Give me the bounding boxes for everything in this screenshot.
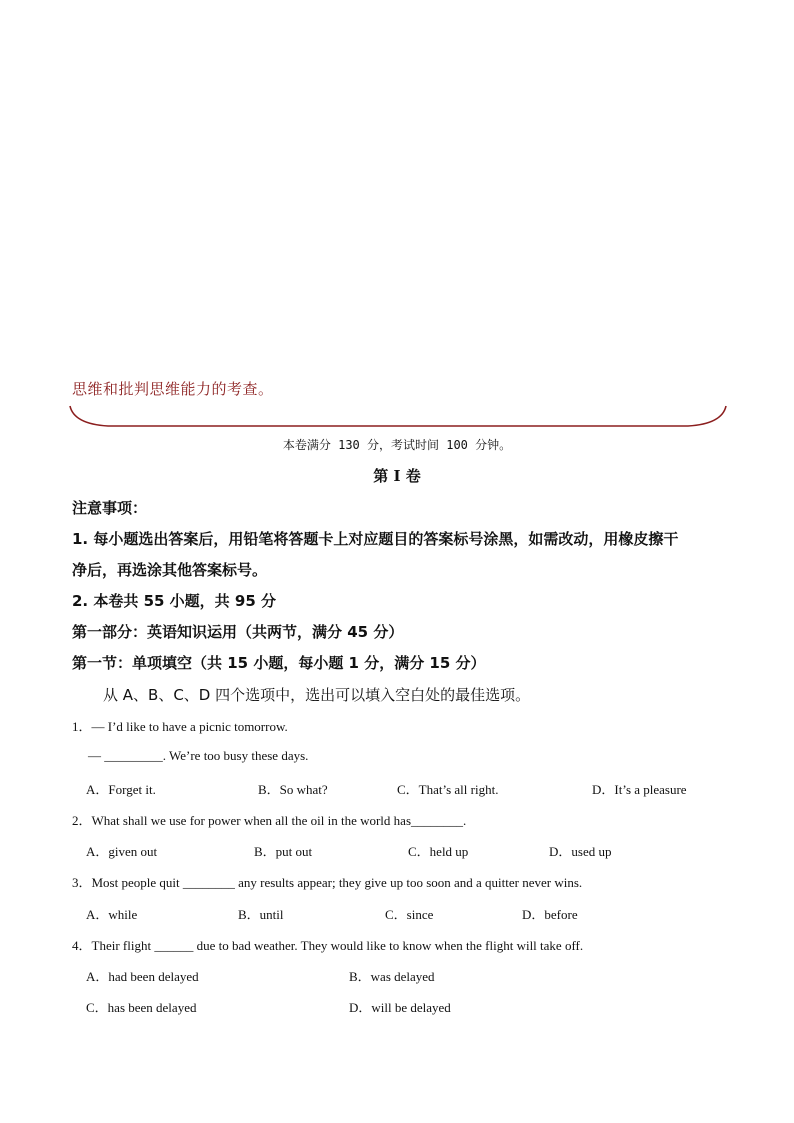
note-item-1-line-2: 净后，再选涂其他答案标号。 [72,561,268,579]
question-4-option-a[interactable]: A．had been delayed [86,969,199,984]
question-1-stem: 1．— I’d like to have a picnic tomorrow. [72,719,288,734]
volume-title: 第 I 卷 [373,467,421,485]
question-2-stem: 2．What shall we use for power when all the oil in the world has________. [72,813,467,828]
intro-tail-text: 思维和批判思维能力的考查。 [72,380,274,398]
question-3-option-b[interactable]: B．until [238,907,284,922]
question-1-option-c[interactable]: C．That’s all right. [397,782,499,797]
note-item-1-line-1: 1. 每小题选出答案后，用铅笔将答题卡上对应题目的答案标号涂黑，如需改动，用橡皮擦干 [72,530,679,548]
part1-title: 第一部分：英语知识运用（共两节，满分 45 分） [72,623,404,641]
question-4-option-c[interactable]: C．has been delayed [86,1000,197,1015]
question-4-option-d[interactable]: D．will be delayed [349,1000,451,1015]
question-3-option-d[interactable]: D．before [522,907,578,922]
question-3-stem: 3．Most people quit ________ any results appear; they give up too soon and a quitter never wins. [72,875,583,890]
question-4-option-b[interactable]: B．was delayed [349,969,435,984]
question-1-option-a[interactable]: A．Forget it. [86,782,156,797]
question-2-option-b[interactable]: B．put out [254,844,313,859]
question-2-option-d[interactable]: D．used up [549,844,612,859]
question-3-option-a[interactable]: A．while [86,907,138,922]
question-2-option-c[interactable]: C．held up [408,844,469,859]
question-1-option-b[interactable]: B．So what? [258,782,328,797]
question-2-option-a[interactable]: A．given out [86,844,158,859]
score-note: 本卷满分 130 分，考试时间 100 分钟。 [282,438,512,452]
question-3-option-c[interactable]: C．since [385,907,434,922]
question-1-option-d[interactable]: D．It’s a pleasure [592,782,687,797]
section1-instruction: 从 A、B、C、D 四个选项中，选出可以填入空白处的最佳选项。 [103,686,531,704]
note-item-2: 2. 本卷共 55 小题，共 95 分 [72,592,276,610]
question-4-stem: 4．Their flight ______ due to bad weather. They would like to know when the flight will take off. [72,938,584,953]
notes-heading: 注意事项： [72,499,148,517]
question-1-stem-reply: — _________. We’re too busy these days. [88,748,309,763]
section1-title: 第一节：单项填空（共 15 小题，每小题 1 分，满分 15 分） [72,654,486,672]
banner-divider-curve [68,402,728,436]
